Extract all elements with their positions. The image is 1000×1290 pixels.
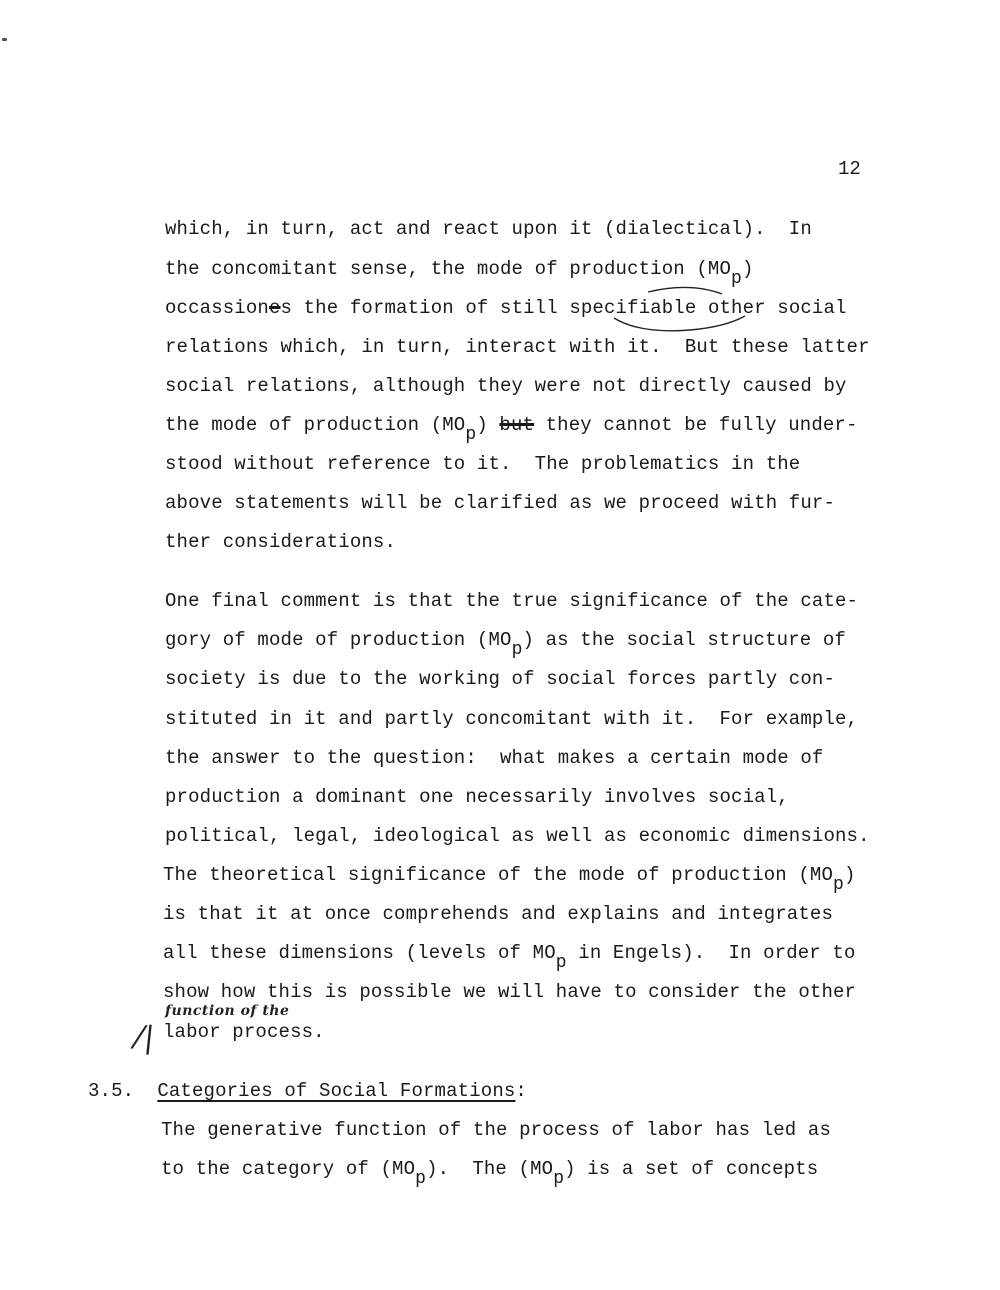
text-line (163, 942, 856, 973)
text-run: ) is a set of concepts (564, 1158, 819, 1180)
subscript: p (731, 269, 742, 289)
text-line (165, 414, 858, 445)
text-run: labor process. (163, 1021, 325, 1043)
text-run: relations which, in turn, interact with it. But these latter (165, 336, 870, 358)
text-run: social relations, although they were not directly caused by (165, 375, 847, 397)
text-line (161, 1119, 831, 1141)
subscript: p (415, 1169, 427, 1189)
text-run: ther considerations. (165, 531, 397, 553)
text-line (165, 747, 823, 769)
text-run: which, in turn, act and react upon it (dialectical). In (165, 218, 812, 240)
text-line (165, 629, 846, 660)
text-run: stituted in it and partly concomitant with it. For example, (165, 708, 859, 730)
text-run: in Engels). In order to (566, 942, 856, 964)
section-heading: Categories of Social Formations (157, 1080, 516, 1102)
text-run: ) (476, 414, 500, 436)
text-run: ) (742, 258, 754, 280)
text-line (165, 336, 870, 358)
handwritten-insertion: function of the (165, 1003, 290, 1019)
subscript: p (833, 875, 844, 895)
text-run: The generative function of the process of labor has led as (161, 1119, 832, 1141)
struck-text: e (268, 297, 281, 319)
text-line (165, 708, 858, 730)
text-run: : (515, 1080, 527, 1102)
text-line (165, 258, 754, 289)
text-run: to the category of (MO (161, 1158, 416, 1180)
text-line (165, 297, 847, 319)
subscript: p (511, 640, 523, 660)
text-run: the mode of production (MO (165, 414, 466, 436)
text-run: stood without reference to it. The problematics in the (165, 453, 801, 475)
text-run: gory of mode of production (MO (165, 629, 512, 651)
subscript: p (553, 1169, 565, 1189)
text-run: s the formation of still specifiable other social (280, 297, 847, 319)
text-line (165, 492, 835, 514)
text-line (163, 864, 856, 895)
text-line (165, 825, 870, 847)
text-line (165, 531, 396, 553)
text-run: is that it at once comprehends and explains and integrates (163, 903, 834, 925)
struck-text: but (499, 414, 535, 436)
text-line (165, 786, 789, 808)
transpose-arc-upper (648, 287, 722, 294)
text-run: ) as the social structure of (522, 629, 846, 651)
subscript: p (555, 953, 567, 973)
text-line (165, 590, 858, 612)
text-run: occassion (165, 297, 269, 319)
text-run: they cannot be fully under- (534, 414, 858, 436)
text-line (161, 1158, 819, 1189)
text-run: One final comment is that the true significance of the cate- (165, 590, 859, 612)
text-run: political, legal, ideological as well as economic dimensions. (165, 825, 870, 847)
page-number: 12 (838, 158, 861, 180)
text-line (88, 1080, 527, 1102)
text-run: ). The (MO (426, 1158, 554, 1180)
text-line (163, 903, 833, 925)
text-line (163, 981, 856, 1003)
text-run: ) (843, 864, 856, 886)
text-line (165, 453, 800, 475)
text-line (165, 668, 835, 690)
text-run: The theoretical significance of the mode of production (MO (163, 864, 834, 886)
text-line (165, 375, 847, 397)
text-line (165, 218, 812, 240)
text-run: above statements will be clarified as we proceed with fur- (165, 492, 836, 514)
text-run: show how this is possible we will have to consider the other (163, 981, 857, 1003)
text-run: all these dimensions (levels of MO (163, 942, 556, 964)
scan-artifact (2, 38, 7, 41)
text-line (163, 1021, 325, 1043)
text-run: production a dominant one necessarily involves social, (165, 786, 789, 808)
text-run: society is due to the working of social forces partly con- (165, 668, 836, 690)
subscript: p (465, 425, 477, 445)
text-run: the concomitant sense, the mode of production (MO (165, 258, 732, 280)
text-run: 3.5. (88, 1080, 158, 1102)
handwritten-caret-mark: /| (132, 1019, 156, 1056)
text-run: the answer to the question: what makes a certain mode of (165, 747, 824, 769)
